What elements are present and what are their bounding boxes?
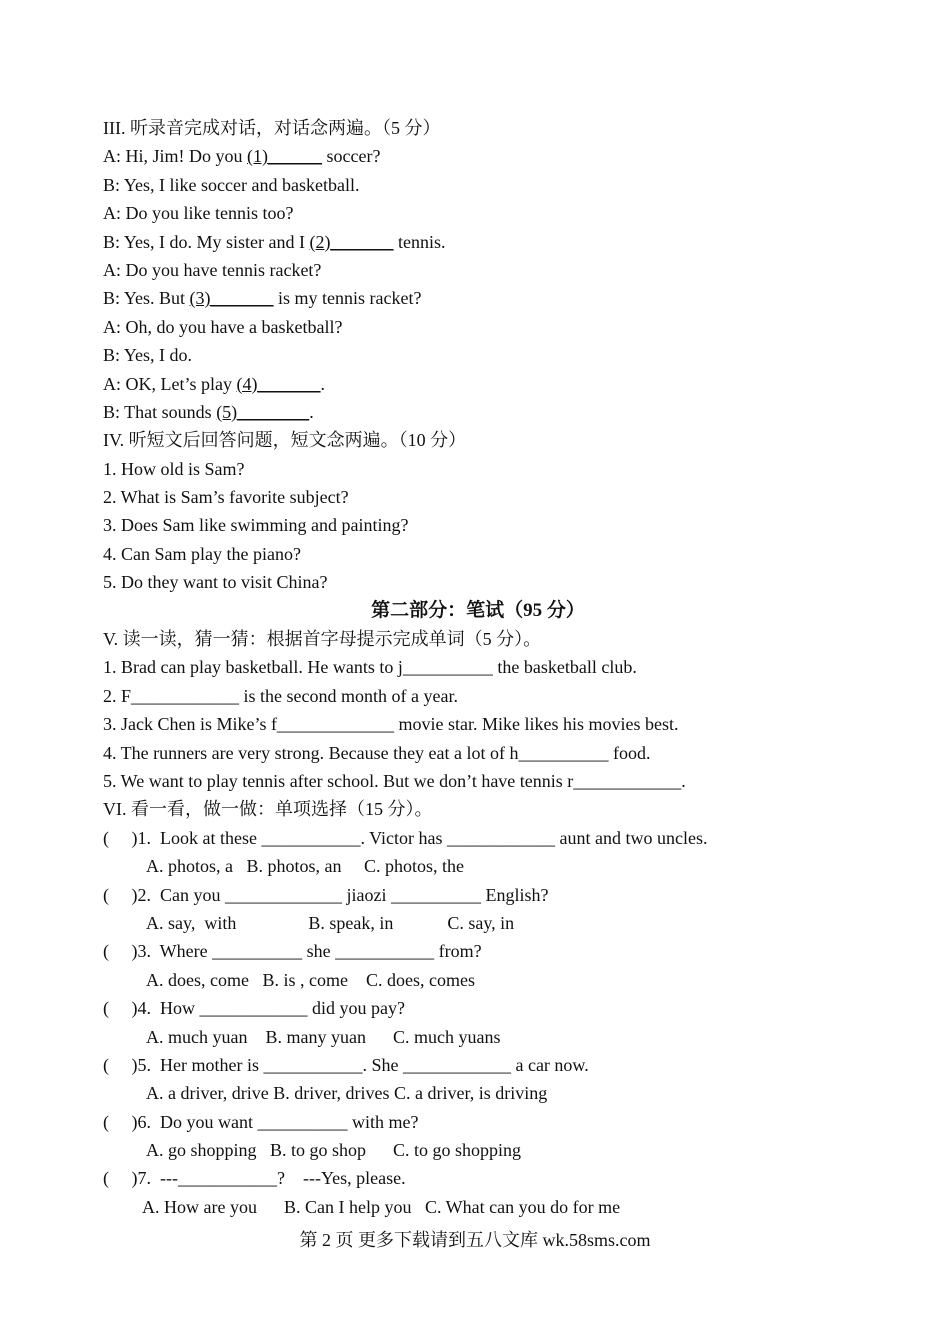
dialogue-line: A: Do you like tennis too? [103, 203, 294, 224]
dialogue-line: B: Yes, I like soccer and basketball. [103, 174, 360, 195]
choice-options: A. photos, a B. photos, an C. photos, the [146, 856, 464, 877]
dialogue-line: A: Hi, Jim! Do you (1)______ soccer? [103, 146, 381, 167]
fill-word-item: 1. Brad can play basketball. He wants to j__________ the basketball club. [103, 657, 637, 678]
dialogue-line: B: That sounds (5)________. [103, 401, 314, 422]
question-item: 1. How old is Sam? [103, 458, 245, 479]
choice-question: ( )7. ---___________? ---Yes, please. [103, 1168, 406, 1189]
choice-options: A. go shopping B. to go shop C. to go shopping [146, 1140, 522, 1161]
choice-question: ( )3. Where __________ she ___________ from? [103, 941, 482, 962]
blank-4: (4)_______ [236, 373, 321, 394]
dialogue-line: A: Do you have tennis racket? [103, 259, 322, 280]
choice-question: ( )2. Can you _____________ jiaozi __________ English? [103, 884, 549, 905]
choice-question: ( )5. Her mother is ___________. She ____________ a car now. [103, 1054, 589, 1075]
choice-options: A. a driver, drive B. driver, drives C. a driver, is driving [146, 1083, 548, 1104]
choice-options: A. say, with B. speak, in C. say, in [146, 912, 515, 933]
fill-word-item: 5. We want to play tennis after school. But we don’t have tennis r____________. [103, 770, 686, 791]
choice-question: ( )4. How ____________ did you pay? [103, 998, 405, 1019]
choice-options: A. How are you B. Can I help you C. What can you do for me [142, 1196, 621, 1217]
question-item: 4. Can Sam play the piano? [103, 543, 301, 564]
blank-1: (1)______ [247, 146, 322, 167]
choice-question: ( )6. Do you want __________ with me? [103, 1111, 419, 1132]
page-footer: 第 2 页 更多下载请到五八文库 wk.58sms.com [299, 1230, 651, 1250]
section-6-heading: VI. 看一看，做一做：单项选择（15 分）。 [103, 799, 433, 820]
blank-5: (5)________ [216, 401, 310, 422]
blank-2: (2)_______ [309, 231, 394, 252]
fill-word-item: 4. The runners are very strong. Because they eat a lot of h__________ food. [103, 742, 651, 763]
question-item: 3. Does Sam like swimming and painting? [103, 515, 409, 536]
blank-3: (3)_______ [189, 288, 274, 309]
dialogue-line: B: Yes. But (3)_______ is my tennis racket? [103, 288, 422, 309]
choice-question: ( )1. Look at these ___________. Victor has ____________ aunt and two uncles. [103, 827, 708, 848]
section-4-heading: IV. 听短文后回答问题，短文念两遍。（10 分） [103, 430, 467, 451]
section-5-heading: V. 读一读，猜一猜：根据首字母提示完成单词（5 分）。 [103, 629, 542, 650]
document-page [103, 114, 863, 1221]
dialogue-line: B: Yes, I do. My sister and I (2)_______ tennis. [103, 231, 446, 252]
part-2-title: 第二部分：笔试（95 分） [371, 599, 585, 621]
question-item: 2. What is Sam’s favorite subject? [103, 487, 349, 508]
fill-word-item: 2. F____________ is the second month of a year. [103, 685, 458, 706]
question-item: 5. Do they want to visit China? [103, 572, 328, 593]
dialogue-line: A: Oh, do you have a basketball? [103, 316, 343, 337]
dialogue-line: B: Yes, I do. [103, 345, 193, 366]
choice-options: A. does, come B. is , come C. does, comes [146, 969, 475, 990]
choice-options: A. much yuan B. many yuan C. much yuans [146, 1026, 501, 1047]
section-3-heading: III. 听录音完成对话，对话念两遍。（5 分） [103, 118, 441, 138]
fill-word-item: 3. Jack Chen is Mike’s f_____________ movie star. Mike likes his movies best. [103, 714, 679, 735]
dialogue-line: A: OK, Let’s play (4)_______. [103, 373, 325, 394]
